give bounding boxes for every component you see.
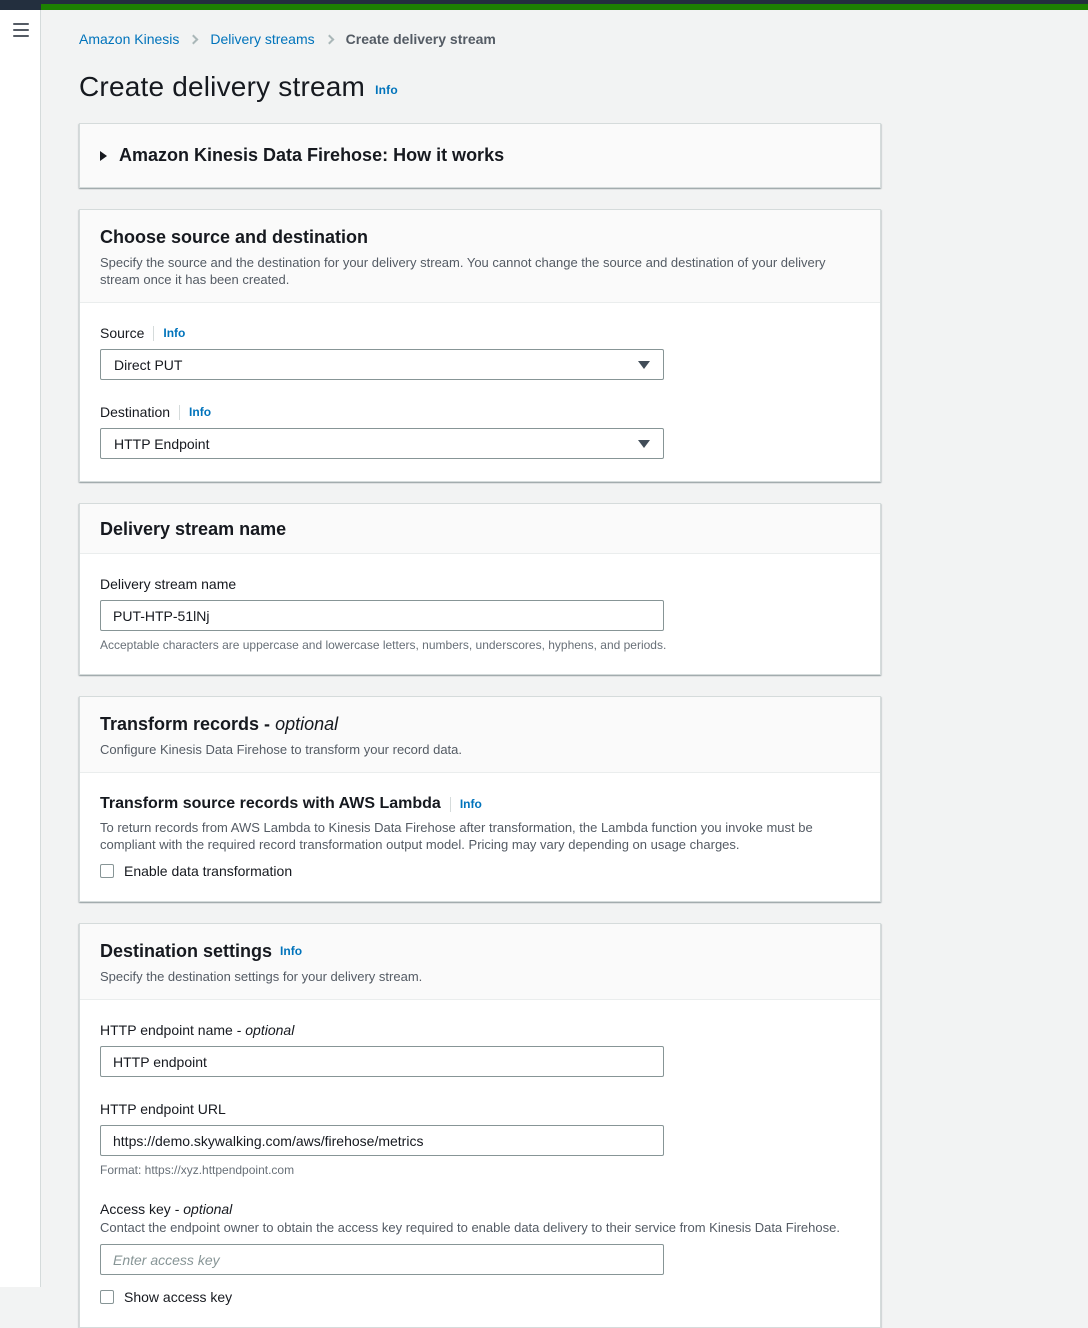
destination-settings-header bbox=[80, 924, 880, 1000]
breadcrumb-link-delivery-streams[interactable]: Delivery streams bbox=[210, 31, 315, 47]
stream-name-field bbox=[100, 576, 860, 652]
endpoint-url-field bbox=[100, 1101, 860, 1177]
stream-name-input[interactable] bbox=[100, 600, 664, 631]
triangle-down-icon bbox=[638, 440, 650, 448]
hamburger-menu-icon bbox=[13, 23, 29, 37]
sidebar-menu-button[interactable] bbox=[0, 10, 41, 50]
lambda-transform-info-link[interactable]: Info bbox=[459, 797, 482, 811]
destination-settings-title bbox=[100, 941, 860, 962]
access-key-optional: optional bbox=[183, 1201, 233, 1217]
access-key-label bbox=[100, 1201, 232, 1217]
chevron-right-icon bbox=[324, 34, 334, 44]
triangle-right-icon bbox=[100, 151, 107, 161]
destination-select[interactable] bbox=[100, 428, 664, 459]
show-access-key-checkbox[interactable] bbox=[100, 1290, 114, 1304]
access-key-description: Contact the endpoint owner to obtain the access key required to enable data delivery to their service from Kinesis Data Firehose. bbox=[100, 1220, 840, 1235]
endpoint-name-label bbox=[100, 1022, 294, 1038]
destination-select-value: HTTP Endpoint bbox=[114, 435, 210, 452]
lambda-transform-description: To return records from AWS Lambda to Kinesis Data Firehose after transformation, the Lambda function you invoke must be compliant with the required record transformation output model. Pricing may vary depending on usage charges. bbox=[100, 820, 813, 852]
transform-records-title-text: Transform records - bbox=[100, 714, 276, 734]
stream-name-card bbox=[79, 503, 881, 675]
destination-info-link[interactable]: Info bbox=[189, 405, 212, 419]
breadcrumb-current: Create delivery stream bbox=[345, 31, 496, 47]
destination-settings-card bbox=[79, 923, 881, 1328]
label-divider bbox=[179, 405, 180, 420]
destination-field bbox=[100, 404, 860, 459]
source-destination-title: Choose source and destination bbox=[100, 227, 369, 247]
destination-settings-title-text: Destination settings bbox=[100, 941, 273, 961]
transform-records-header bbox=[80, 697, 880, 773]
triangle-down-icon bbox=[638, 361, 650, 369]
enable-transformation-checkbox-row bbox=[100, 863, 860, 879]
source-destination-card bbox=[79, 209, 881, 482]
endpoint-name-field bbox=[100, 1022, 860, 1077]
enable-transformation-label[interactable]: Enable data transformation bbox=[124, 863, 293, 879]
chevron-right-icon bbox=[189, 34, 199, 44]
label-divider bbox=[153, 326, 154, 341]
main-content bbox=[41, 10, 1088, 1305]
how-it-works-card bbox=[79, 123, 881, 188]
page-title bbox=[79, 71, 1088, 103]
transform-records-optional: optional bbox=[275, 714, 339, 734]
destination-settings-description: Specify the destination settings for your delivery stream. bbox=[100, 969, 423, 984]
endpoint-url-input[interactable] bbox=[100, 1125, 664, 1156]
source-destination-body bbox=[80, 303, 880, 481]
destination-settings-info-link[interactable]: Info bbox=[280, 944, 303, 958]
source-select-value: Direct PUT bbox=[114, 356, 183, 373]
transform-records-body bbox=[80, 773, 880, 901]
access-key-input[interactable] bbox=[100, 1244, 664, 1275]
show-access-key-checkbox-row bbox=[100, 1289, 860, 1305]
transform-records-title bbox=[100, 714, 860, 735]
access-key-label-text: Access key - bbox=[100, 1201, 184, 1217]
endpoint-url-label: HTTP endpoint URL bbox=[100, 1101, 226, 1117]
lambda-transform-label: Transform source records with AWS Lambda bbox=[100, 795, 441, 812]
how-it-works-title: Amazon Kinesis Data Firehose: How it works bbox=[119, 145, 505, 165]
page-title-text: Create delivery stream bbox=[79, 71, 366, 102]
stream-name-header bbox=[80, 504, 880, 554]
endpoint-name-optional: optional bbox=[245, 1022, 295, 1038]
endpoint-name-label-text: HTTP endpoint name - bbox=[100, 1022, 246, 1038]
breadcrumb-link-amazon-kinesis[interactable]: Amazon Kinesis bbox=[79, 31, 180, 47]
endpoint-url-format-helper: Format: https://xyz.httpendpoint.com bbox=[100, 1163, 295, 1177]
endpoint-name-input[interactable] bbox=[100, 1046, 664, 1077]
enable-transformation-checkbox[interactable] bbox=[100, 864, 114, 878]
page-title-info-link[interactable]: Info bbox=[375, 83, 398, 97]
source-destination-header bbox=[80, 210, 880, 303]
show-access-key-label[interactable]: Show access key bbox=[124, 1289, 233, 1305]
source-field bbox=[100, 325, 860, 380]
destination-label: Destination bbox=[100, 404, 171, 420]
top-nav-bar-left bbox=[0, 0, 41, 10]
source-info-link[interactable]: Info bbox=[163, 326, 186, 340]
destination-settings-body bbox=[80, 1000, 880, 1327]
source-destination-description: Specify the source and the destination for your delivery stream. You cannot change the source and destination of your delivery stream once it has been created. bbox=[100, 255, 826, 287]
stream-name-label: Delivery stream name bbox=[100, 576, 237, 592]
form-cards bbox=[79, 123, 881, 1328]
breadcrumb bbox=[79, 31, 1088, 47]
lambda-transform-field bbox=[100, 795, 860, 879]
how-it-works-expander[interactable] bbox=[80, 124, 880, 187]
access-key-field bbox=[100, 1201, 860, 1305]
label-divider bbox=[450, 797, 451, 812]
stream-name-helper: Acceptable characters are uppercase and lowercase letters, numbers, underscores, hyphens, and periods. bbox=[100, 638, 667, 652]
stream-name-title: Delivery stream name bbox=[100, 519, 287, 539]
stream-name-body bbox=[80, 554, 880, 674]
source-select[interactable] bbox=[100, 349, 664, 380]
source-label: Source bbox=[100, 325, 145, 341]
transform-records-card bbox=[79, 696, 881, 902]
transform-records-description: Configure Kinesis Data Firehose to transform your record data. bbox=[100, 742, 463, 757]
collapsed-sidebar bbox=[0, 10, 41, 1287]
